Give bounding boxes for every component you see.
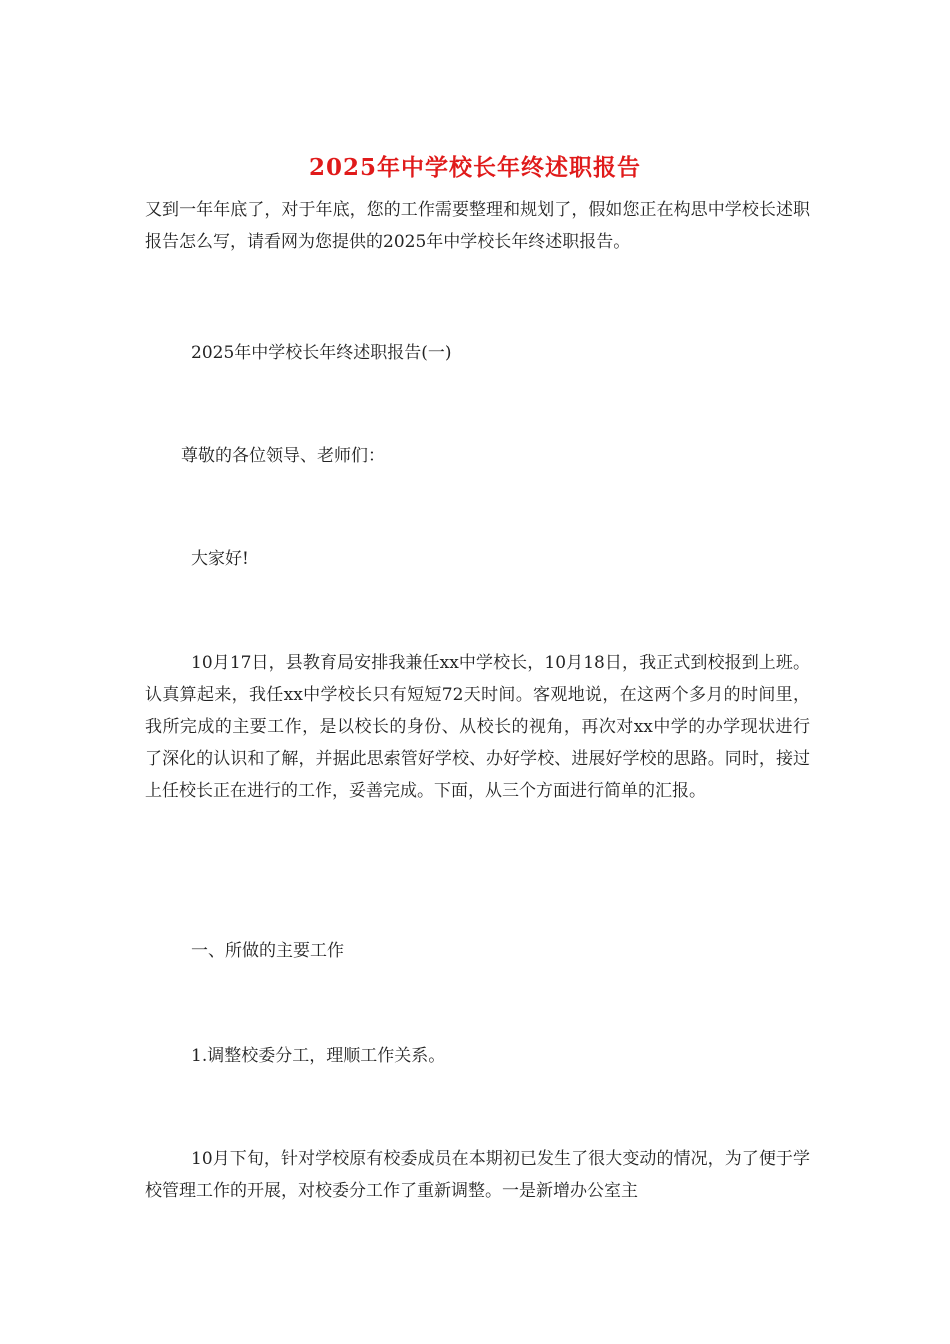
subheading-adjust-division: 1.调整校委分工，理顺工作关系。 bbox=[191, 1046, 446, 1066]
body-paragraph-1: 10月17日，县教育局安排我兼任xx中学校长，10月18日，我正式到校报到上班。认真算起来，我任xx中学校长只有短短72天时间。客观地说，在这两个多月的时间里，我所完成的主要工作，是以校长的身份、从校长的视角，再次对xx中学的办学现状进行了深化的认识和了解，并据此思索管好学校、办好学校、进展好学校的思路。同时，接过上任校长正在进行的工作，妥善完成。下面，从三个方面进行简单的汇报。 bbox=[145, 653, 810, 801]
greeting: 大家好! bbox=[191, 549, 249, 569]
heading-main-work: 一、所做的主要工作 bbox=[191, 941, 344, 961]
document-title: 2025年中学校长年终述职报告 bbox=[308, 154, 641, 181]
section-heading: 2025年中学校长年终述职报告(一) bbox=[191, 343, 452, 363]
salutation: 尊敬的各位领导、老师们： bbox=[181, 446, 385, 466]
intro-paragraph: 又到一年年底了，对于年底，您的工作需要整理和规划了，假如您正在构思中学校长述职报告怎么写，请看网为您提供的2025年中学校长年终述职报告。 bbox=[145, 200, 810, 252]
body-paragraph-2: 10月下旬，针对学校原有校委成员在本期初已发生了很大变动的情况，为了便于学校管理工作的开展，对校委分工作了重新调整。一是新增办公室主 bbox=[145, 1149, 810, 1201]
